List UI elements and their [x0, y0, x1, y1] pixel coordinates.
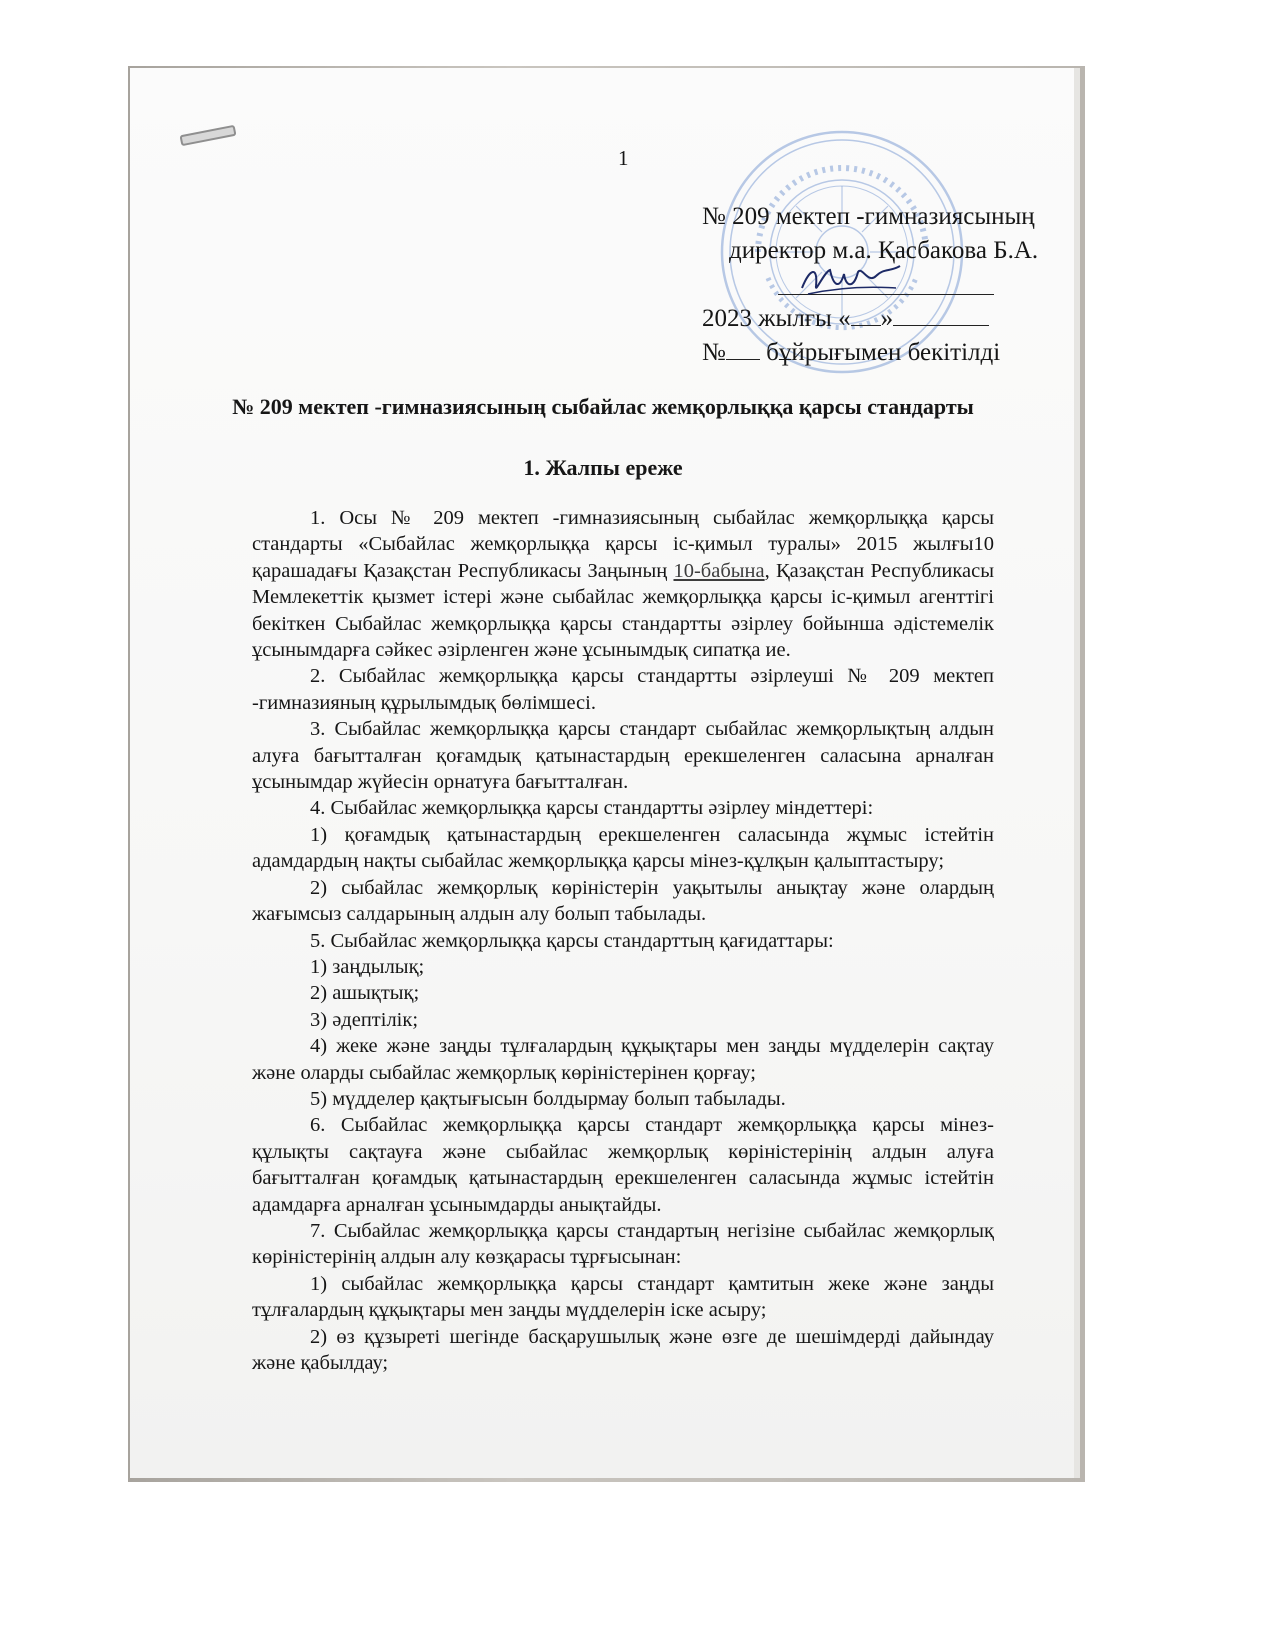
approval-school: № 209 мектеп -гимназиясының: [702, 203, 1035, 230]
section-title: 1. Жалпы ереже: [523, 455, 683, 480]
list-item-4-1: 1) қоғамдық қатынастардың ерекшеленген саласында жұмыс істейтін адамдардың нақты сыбайлас жемқорлыққа қарсы мінез-құлқын қалыптастыру;: [252, 823, 994, 873]
date-prefix: 2023 жылғы «: [702, 305, 851, 332]
signature-row: [702, 268, 1032, 302]
order-prefix: №: [702, 339, 726, 366]
list-item-5-3: 3) әдептілік;: [310, 1008, 419, 1031]
paragraph-4: 4. Сыбайлас жемқорлыққа қарсы стандартты әзірлеу міндеттері:: [310, 797, 874, 820]
document-title: № 209 мектеп -гимназиясының сыбайлас жемқорлыққа қарсы стандарты: [232, 394, 974, 419]
document-body: [252, 505, 994, 1376]
list-item-4-2: 2) сыбайлас жемқорлық көріністерін уақытылы анықтау және олардың жағымсыз салдарының алдын алу болып табылады.: [252, 876, 994, 926]
order-number-blank: [726, 337, 760, 360]
list-item-7-2: 2) өз құзыреті шегінде басқарушылық және өзге де шешімдерді дайындау және қабылдау;: [252, 1325, 994, 1374]
paragraph-5: 5. Сыбайлас жемқорлыққа қарсы стандарттың қағидаттары:: [310, 929, 834, 952]
date-mid: »: [880, 305, 894, 332]
paragraph-1-start: 1. Осы № 209 мектеп -гимназиясының сыбайлас жемқорлыққа қарсы стандарты «Сыбайлас жемқорлыққа қарсы іс-қимыл туралы» 2015 жылғы10 қарашадағы Қазақстан Республикасы Заңының: [252, 507, 994, 582]
paragraph-6: 6. Сыбайлас жемқорлыққа қарсы стандарт жемқорлыққа қарсы мінез-құлықты сақтауға және сыбайлас жемқорлық көріністерінің алдын алуға бағытталған қоғамдық қатынастардың ерекшеленген саласында жұмыс істейтін адамдарға арналған ұсынымдарды анықтайды.: [252, 1114, 994, 1216]
page-number: 1: [618, 146, 629, 170]
list-item-5-5: 5) мүдделер қақтығысын болдырмау болып табылады.: [310, 1087, 786, 1110]
list-item-5-4: 4) жеке және заңды тұлғалардың құқықтары мен заңды мүдделерін сақтау және оларды сыбайлас жемқорлық көріністерінен қорғау;: [252, 1035, 994, 1084]
law-article-link[interactable]: 10-бабына: [673, 559, 765, 582]
paragraph-3: 3. Сыбайлас жемқорлыққа қарсы стандарт сыбайлас жемқорлықтың алдын алуға бағытталған қоғамдық қатынастардың ерекшеленген саласына арналған ұсынымдар жүйесін орнатуға бағытталған.: [252, 718, 994, 794]
approval-block: [702, 200, 1039, 370]
list-item-7-1: 1) сыбайлас жемқорлыққа қарсы стандарт қамтитын жеке және заңды тұлғалардың құқықтары мен заңды мүдделерін іске асыру;: [252, 1272, 994, 1322]
document-page: [130, 68, 1076, 1478]
paragraph-1: [252, 505, 994, 663]
month-blank: [893, 303, 989, 326]
paragraph-1-end: , Қазақстан Республикасы Мемлекеттік қызмет істері және сыбайлас жемқорлыққа қарсы іс-қимыл агенттігі бекіткен Сыбайлас жемқорлыққа қарсы стандартты әзірлеу бойынша әдістемелік ұсынымдарға сәйкес әзірленген және ұсынымдық сипатқа ие.: [252, 559, 994, 662]
handwritten-signature-icon: [796, 258, 906, 304]
approval-order: [702, 336, 1032, 370]
day-blank: [851, 303, 881, 326]
order-suffix: бұйрығымен бекітілді: [766, 339, 1001, 366]
paragraph-7: 7. Сыбайлас жемқорлыққа қарсы стандартың негізіне сыбайлас жемқорлық көріністерінің алдын алу көзқарасы тұрғысынан:: [252, 1219, 994, 1269]
staple-icon: [179, 125, 236, 146]
list-item-5-2: 2) ашықтық;: [310, 982, 420, 1005]
page-edge: [1074, 68, 1080, 1478]
paragraph-2: 2. Сыбайлас жемқорлыққа қарсы стандартты әзірлеуші № 209 мектеп -гимназияның құрылымдық бөлімшесі.: [252, 665, 994, 714]
approval-director: директор м.а. Қасбакова Б.А.: [729, 237, 1039, 264]
approval-date: [702, 302, 1032, 336]
list-item-5-1: 1) заңдылық;: [310, 955, 425, 978]
